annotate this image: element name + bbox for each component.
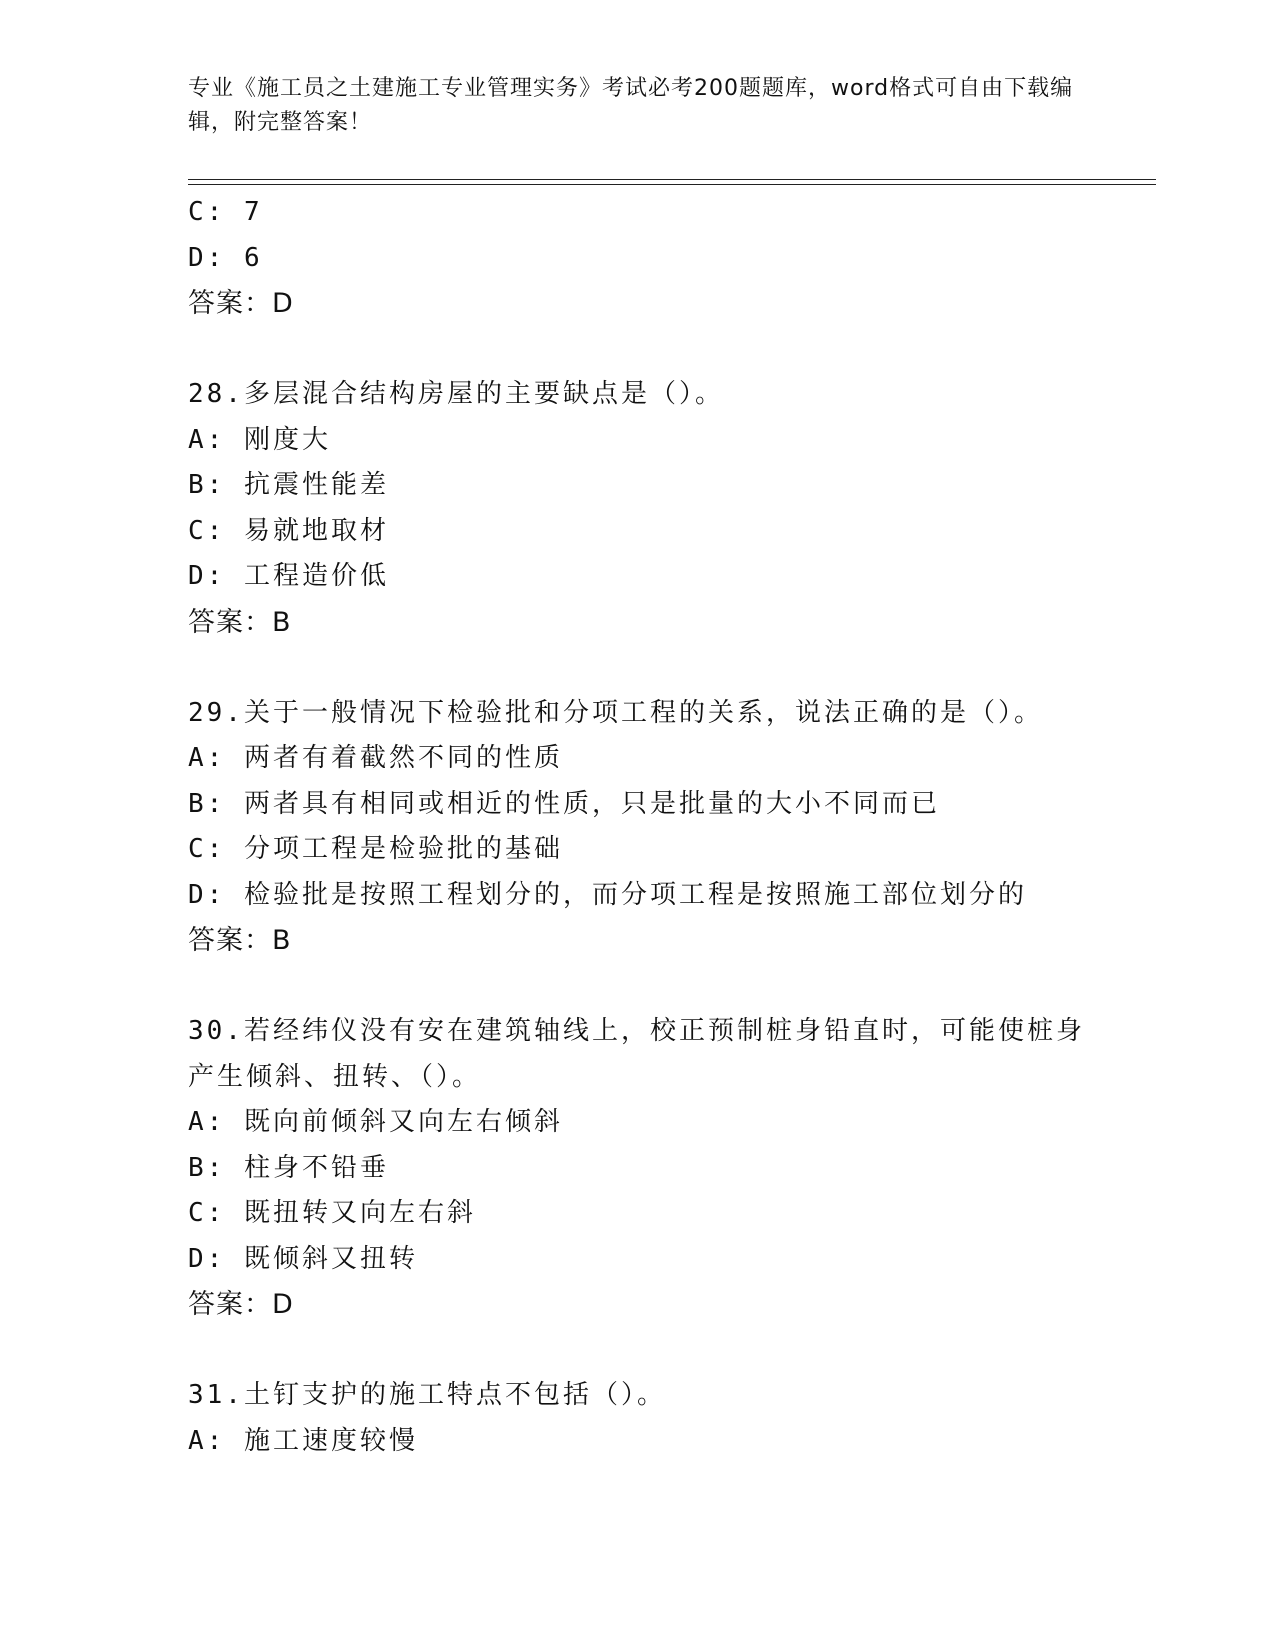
option-separator: : xyxy=(206,1243,244,1274)
option-separator: : xyxy=(206,242,244,273)
option-row xyxy=(188,236,1156,282)
option-row xyxy=(188,509,1156,555)
spacer xyxy=(188,1328,1156,1374)
option-text: 易就地取材 xyxy=(243,515,389,546)
option-label: B xyxy=(188,1152,207,1183)
question-31 xyxy=(188,1373,1156,1464)
option-label: B xyxy=(188,788,207,819)
question-stem: 29.关于一般情况下检验批和分项工程的关系，说法正确的是（）。 xyxy=(188,697,1043,728)
option-text: 两者具有相同或相近的性质，只是批量的大小不同而已 xyxy=(243,788,940,819)
option-label: A xyxy=(188,1107,207,1137)
option-row xyxy=(188,190,1156,236)
option-separator: : xyxy=(206,1425,244,1456)
option-text: 抗震性能差 xyxy=(243,470,389,500)
option-text: 检验批是按照工程划分的，而分项工程是按照施工部位划分的 xyxy=(243,879,1027,910)
option-label: B xyxy=(188,470,207,500)
option-text: 既倾斜又扭转 xyxy=(243,1243,418,1274)
option-separator: : xyxy=(206,743,244,773)
answer-value: B xyxy=(272,606,292,638)
question-fragment xyxy=(188,190,1156,327)
option-separator: : xyxy=(206,788,244,819)
answer-prefix: 答案： xyxy=(188,925,272,956)
answer-line xyxy=(188,281,1156,327)
option-text: 既向前倾斜又向左右倾斜 xyxy=(243,1107,563,1137)
option-separator: : xyxy=(206,515,244,546)
option-text: 两者有着截然不同的性质 xyxy=(243,743,563,773)
answer-line xyxy=(188,918,1156,964)
option-separator: : xyxy=(206,879,244,910)
spacer xyxy=(188,645,1156,691)
option-label: C xyxy=(188,834,207,864)
option-text: 6 xyxy=(243,242,263,273)
spacer xyxy=(188,327,1156,373)
answer-value: D xyxy=(272,1289,294,1320)
option-row xyxy=(188,418,1156,464)
option-label: A xyxy=(188,424,207,455)
option-text: 施工速度较慢 xyxy=(243,1425,418,1456)
question-stem: 28.多层混合结构房屋的主要缺点是（）。 xyxy=(188,379,724,409)
option-row xyxy=(188,1191,1156,1237)
option-label: D xyxy=(188,879,207,910)
option-row xyxy=(188,827,1156,873)
option-separator: : xyxy=(206,197,244,227)
option-separator: : xyxy=(206,424,244,455)
option-row xyxy=(188,554,1156,600)
option-row xyxy=(188,463,1156,509)
document-header xyxy=(188,72,1088,140)
header-rule-bottom xyxy=(188,184,1156,185)
option-separator: : xyxy=(206,470,244,500)
question-30 xyxy=(188,1009,1156,1328)
answer-prefix: 答案： xyxy=(188,288,272,319)
question-stem-line-2: 产生倾斜、扭转、（）。 xyxy=(188,1061,482,1092)
question-stem-line-1: 30.若经纬仪没有安在建筑轴线上，校正预制桩身铅直时，可能使桩身 xyxy=(188,1016,1085,1046)
question-28 xyxy=(188,372,1156,645)
option-separator: : xyxy=(206,834,244,864)
option-label: A xyxy=(188,1425,207,1456)
option-text: 7 xyxy=(243,197,263,227)
spacer xyxy=(188,964,1156,1010)
option-row xyxy=(188,1237,1156,1283)
option-row xyxy=(188,1419,1156,1465)
option-row xyxy=(188,782,1156,828)
option-text: 柱身不铅垂 xyxy=(243,1152,389,1183)
answer-line xyxy=(188,1282,1156,1328)
option-row xyxy=(188,873,1156,919)
answer-prefix: 答案： xyxy=(188,606,272,638)
option-label: C xyxy=(188,515,207,546)
question-stem: 31.土钉支护的施工特点不包括（）。 xyxy=(188,1380,666,1410)
question-29 xyxy=(188,691,1156,964)
option-separator: : xyxy=(206,1107,244,1137)
answer-prefix: 答案： xyxy=(188,1289,272,1320)
option-text: 刚度大 xyxy=(243,424,331,455)
header-rule-top xyxy=(188,179,1156,180)
option-text: 工程造价低 xyxy=(243,561,389,591)
option-separator: : xyxy=(206,1198,244,1228)
option-label: C xyxy=(188,197,207,227)
answer-line xyxy=(188,600,1156,646)
option-row xyxy=(188,1146,1156,1192)
option-separator: : xyxy=(206,561,244,591)
option-label: C xyxy=(188,1198,207,1228)
option-row xyxy=(188,1100,1156,1146)
option-label: D xyxy=(188,242,207,273)
option-label: D xyxy=(188,561,207,591)
option-label: A xyxy=(188,743,207,773)
question-list xyxy=(188,190,1156,1464)
header-title: 专业《施工员之土建施工专业管理实务》考试必考200题题库，word格式可自由下载编辑，附完整答案！ xyxy=(188,76,1074,135)
option-text: 分项工程是检验批的基础 xyxy=(243,834,563,864)
answer-value: B xyxy=(272,925,292,956)
option-separator: : xyxy=(206,1152,244,1183)
option-text: 既扭转又向左右斜 xyxy=(243,1198,476,1228)
answer-value: D xyxy=(272,288,294,319)
option-row xyxy=(188,736,1156,782)
option-label: D xyxy=(188,1243,207,1274)
